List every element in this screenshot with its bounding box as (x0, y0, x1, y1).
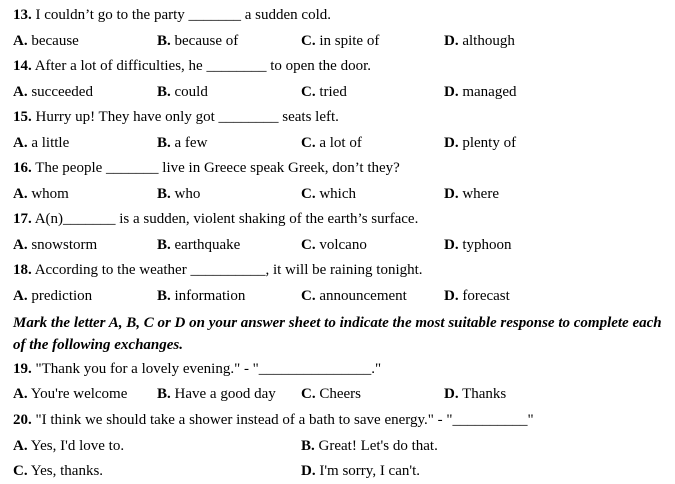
option-19d: D. Thanks (444, 386, 507, 402)
option-20b: B. Great! Let's do that. (301, 438, 438, 454)
option-15a: A. a little (13, 135, 70, 151)
section-instruction: Mark the letter A, B, C or D on your answer sheet to indicate the most suitable response to complete each of the following exchanges. (13, 315, 662, 353)
question-text: I couldn’t go to the party _______ a sudden cold. (35, 7, 332, 23)
option-17d: D. typhoon (444, 237, 512, 253)
option-17c: C. volcano (301, 237, 367, 253)
question-text: A(n)_______ is a sudden, violent shaking of the earth’s surface. (34, 211, 419, 227)
option-17a: A. snowstorm (13, 237, 98, 253)
option-20a: A. Yes, I'd love to. (13, 438, 125, 454)
question-13: 13. I couldn’t go to the party _______ a sudden cold. (13, 7, 332, 23)
question-19: 19. "Thank you for a lovely evening." - "_______________." (13, 361, 382, 377)
option-14a: A. succeeded (13, 84, 93, 100)
question-18: 18. According to the weather __________, it will be raining tonight. (13, 262, 423, 278)
option-18b: B. information (157, 288, 246, 304)
option-16a: A. whom (13, 186, 69, 202)
option-20d: D. I'm sorry, I can't. (301, 463, 420, 479)
option-13b: B. because of (157, 33, 239, 49)
option-18d: D. forecast (444, 288, 510, 304)
question-text: After a lot of difficulties, he ________ to open the door. (34, 58, 372, 74)
question-text: The people _______ live in Greece speak Greek, don’t they? (35, 160, 400, 176)
option-13d: D. although (444, 33, 515, 49)
option-15b: B. a few (157, 135, 208, 151)
question-15: 15. Hurry up! They have only got ________ seats left. (13, 109, 339, 125)
option-13a: A. because (13, 33, 79, 49)
question-text: Hurry up! They have only got ________ seats left. (35, 109, 339, 125)
question-16: 16. The people _______ live in Greece speak Greek, don’t they? (13, 160, 400, 176)
option-18a: A. prediction (13, 288, 93, 304)
option-14b: B. could (157, 84, 208, 100)
option-14c: C. tried (301, 84, 347, 100)
option-20c: C. Yes, thanks. (13, 463, 104, 479)
question-17: 17. A(n)_______ is a sudden, violent shaking of the earth’s surface. (13, 211, 419, 227)
option-14d: D. managed (444, 84, 517, 100)
option-13c: C. in spite of (301, 33, 380, 49)
option-19b: B. Have a good day (157, 386, 276, 402)
question-text: "Thank you for a lovely evening." - "_______________." (35, 361, 382, 377)
option-16d: D. where (444, 186, 499, 202)
question-text: "I think we should take a shower instead of a bath to save energy." - "__________" (35, 412, 534, 428)
option-16b: B. who (157, 186, 201, 202)
question-14: 14. After a lot of difficulties, he ________ to open the door. (13, 58, 372, 74)
option-19a: A. You're welcome (13, 386, 128, 402)
option-19c: C. Cheers (301, 386, 361, 402)
question-text: According to the weather __________, it will be raining tonight. (34, 262, 423, 278)
option-18c: C. announcement (301, 288, 407, 304)
option-15c: C. a lot of (301, 135, 362, 151)
option-17b: B. earthquake (157, 237, 241, 253)
option-15d: D. plenty of (444, 135, 517, 151)
option-16c: C. which (301, 186, 357, 202)
question-20: 20. "I think we should take a shower instead of a bath to save energy." - "__________" (13, 412, 534, 428)
